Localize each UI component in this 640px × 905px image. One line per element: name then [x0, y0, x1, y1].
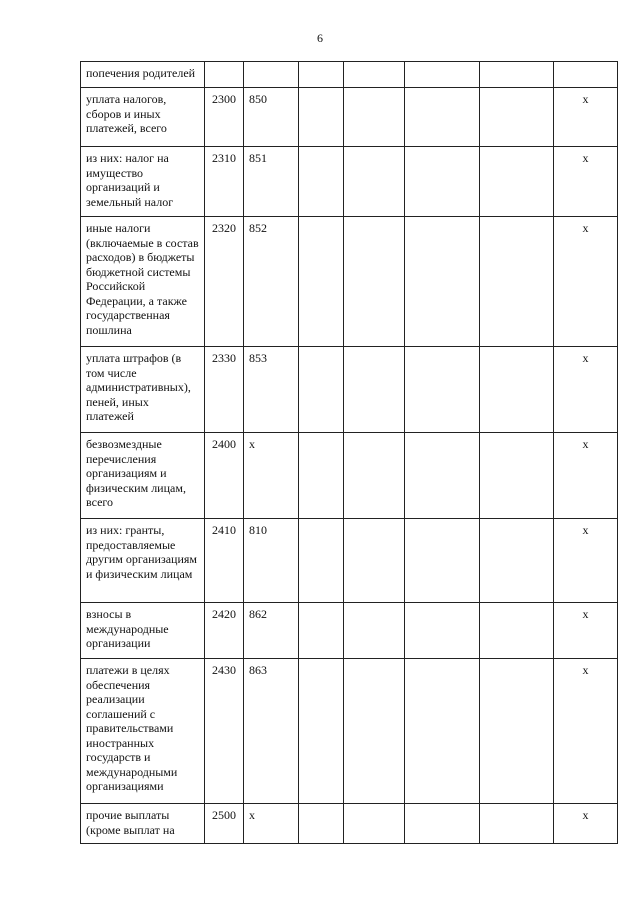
row-last-cell: x: [554, 347, 618, 433]
empty-cell: [405, 347, 480, 433]
empty-cell: [480, 603, 554, 659]
row-last-cell: [554, 62, 618, 88]
empty-cell: [480, 217, 554, 347]
empty-cell: [405, 88, 480, 147]
empty-cell: [405, 804, 480, 844]
empty-cell: [480, 147, 554, 217]
row-line-code-cell: 2300: [205, 88, 244, 147]
row-last-cell: x: [554, 804, 618, 844]
row-last-cell: x: [554, 659, 618, 804]
row-name-cell: безвозмездные перечисления организациям и физическим лицам, всего: [81, 433, 205, 519]
empty-cell: [405, 433, 480, 519]
empty-cell: [344, 88, 405, 147]
row-name-cell: платежи в целях обеспечения реализации соглашений с правительствами иностранных государств и международными организациями: [81, 659, 205, 804]
table-row: [81, 147, 618, 217]
row-line-code-cell: 2310: [205, 147, 244, 217]
row-budget-code-cell: 862: [244, 603, 299, 659]
table-row: [81, 519, 618, 603]
empty-cell: [299, 147, 344, 217]
empty-cell: [344, 519, 405, 603]
empty-cell: [480, 659, 554, 804]
empty-cell: [299, 804, 344, 844]
empty-cell: [405, 519, 480, 603]
empty-cell: [344, 659, 405, 804]
row-budget-code-cell: 853: [244, 347, 299, 433]
row-line-code-cell: [205, 62, 244, 88]
row-budget-code-cell: 851: [244, 147, 299, 217]
empty-cell: [299, 88, 344, 147]
row-budget-code-cell: 850: [244, 88, 299, 147]
empty-cell: [405, 147, 480, 217]
row-name-cell: уплата налогов, сборов и иных платежей, всего: [81, 88, 205, 147]
row-name-cell: из них: гранты, предоставляемые другим организациям и физическим лицам: [81, 519, 205, 603]
empty-cell: [405, 603, 480, 659]
empty-cell: [299, 433, 344, 519]
row-budget-code-cell: [244, 62, 299, 88]
empty-cell: [299, 62, 344, 88]
empty-cell: [344, 217, 405, 347]
empty-cell: [405, 217, 480, 347]
row-last-cell: x: [554, 519, 618, 603]
row-line-code-cell: 2320: [205, 217, 244, 347]
empty-cell: [299, 519, 344, 603]
empty-cell: [344, 347, 405, 433]
row-line-code-cell: 2420: [205, 603, 244, 659]
row-budget-code-cell: x: [244, 804, 299, 844]
empty-cell: [344, 147, 405, 217]
row-line-code-cell: 2400: [205, 433, 244, 519]
table-row: [81, 433, 618, 519]
row-name-cell: взносы в международные организации: [81, 603, 205, 659]
table-row: [81, 88, 618, 147]
empty-cell: [480, 347, 554, 433]
budget-table: [80, 61, 618, 844]
row-budget-code-cell: 863: [244, 659, 299, 804]
row-line-code-cell: 2410: [205, 519, 244, 603]
table-row: [81, 603, 618, 659]
empty-cell: [344, 62, 405, 88]
table-row: [81, 347, 618, 433]
table-row: [81, 804, 618, 844]
table-row: [81, 62, 618, 88]
row-last-cell: x: [554, 603, 618, 659]
empty-cell: [344, 603, 405, 659]
row-last-cell: x: [554, 433, 618, 519]
row-name-cell: попечения родителей: [81, 62, 205, 88]
empty-cell: [344, 804, 405, 844]
page-number: 6: [317, 31, 323, 45]
row-name-cell: уплата штрафов (в том числе административных), пеней, иных платежей: [81, 347, 205, 433]
empty-cell: [405, 62, 480, 88]
empty-cell: [480, 804, 554, 844]
empty-cell: [405, 659, 480, 804]
row-last-cell: x: [554, 217, 618, 347]
row-line-code-cell: 2330: [205, 347, 244, 433]
empty-cell: [480, 62, 554, 88]
row-budget-code-cell: 810: [244, 519, 299, 603]
table-row: [81, 217, 618, 347]
empty-cell: [299, 603, 344, 659]
row-last-cell: x: [554, 88, 618, 147]
empty-cell: [299, 347, 344, 433]
empty-cell: [480, 88, 554, 147]
empty-cell: [480, 519, 554, 603]
row-last-cell: x: [554, 147, 618, 217]
row-name-cell: прочие выплаты (кроме выплат на: [81, 804, 205, 844]
row-line-code-cell: 2500: [205, 804, 244, 844]
row-name-cell: иные налоги (включаемые в состав расходов) в бюджеты бюджетной системы Российской Федерации, а также государственная пошлина: [81, 217, 205, 347]
empty-cell: [299, 659, 344, 804]
row-name-cell: из них: налог на имущество организаций и земельный налог: [81, 147, 205, 217]
empty-cell: [299, 217, 344, 347]
empty-cell: [344, 433, 405, 519]
row-budget-code-cell: x: [244, 433, 299, 519]
row-line-code-cell: 2430: [205, 659, 244, 804]
table-row: [81, 659, 618, 804]
row-budget-code-cell: 852: [244, 217, 299, 347]
empty-cell: [480, 433, 554, 519]
